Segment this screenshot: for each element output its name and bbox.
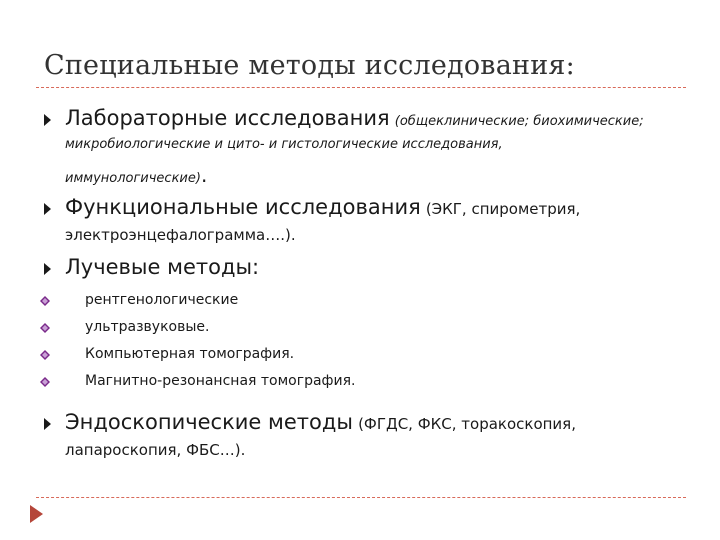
- subitem: Магнитно-резонансная томография.: [85, 373, 356, 389]
- slide-title: Специальные методы исследования:: [44, 50, 575, 81]
- bullet-arrow-icon: [44, 418, 51, 430]
- list-item-endoscopic: [65, 410, 576, 434]
- item-detail: (общеклинические; биохимические;: [394, 114, 644, 129]
- item-detail-line: микробиологические и цито- и гистологические исследования,: [65, 137, 503, 152]
- item-heading: Лабораторные исследования: [65, 106, 390, 130]
- item-detail: (ЭКГ, спирометрия,: [425, 200, 581, 218]
- subitem: рентгенологические: [85, 292, 239, 308]
- item-detail: (ФГДС, ФКС, торакоскопия,: [358, 415, 576, 433]
- diamond-bullet-icon: [40, 323, 50, 333]
- diamond-bullet-icon: [40, 296, 50, 306]
- list-item-functional: [65, 195, 580, 219]
- diamond-bullet-icon: [40, 377, 50, 387]
- diamond-bullet-icon: [40, 350, 50, 360]
- list-item-radiology: Лучевые методы:: [65, 255, 260, 279]
- subitem: ультразвуковые.: [85, 319, 210, 335]
- footer-divider: [36, 497, 686, 498]
- bullet-arrow-icon: [44, 203, 51, 215]
- corner-triangle-icon: [30, 505, 43, 523]
- item-detail-line: электроэнцефалограмма….).: [65, 226, 296, 244]
- bullet-arrow-icon: [44, 114, 51, 126]
- item-detail-line: иммунологические).: [65, 163, 208, 187]
- item-detail-line: лапароскопия, ФБС…).: [65, 441, 246, 459]
- item-heading: Функциональные исследования: [65, 195, 421, 219]
- item-heading: Эндоскопические методы: [65, 410, 353, 434]
- subitem: Компьютерная томография.: [85, 346, 295, 362]
- title-divider: [36, 87, 686, 88]
- bullet-arrow-icon: [44, 263, 51, 275]
- list-item-laboratory: [65, 106, 644, 130]
